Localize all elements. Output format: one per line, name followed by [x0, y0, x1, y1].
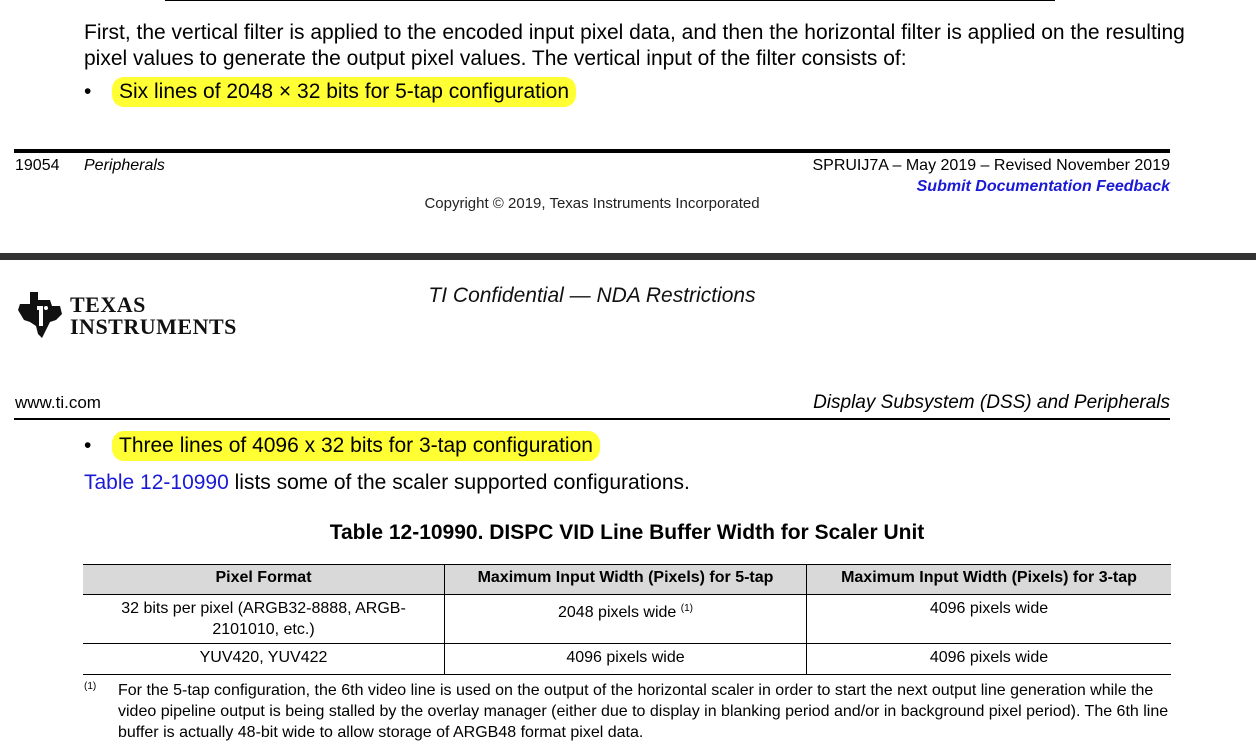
bullet-item-1: [0, 77, 1256, 107]
footer-section: Peripherals: [84, 157, 165, 174]
table-reference-text: lists some of the scaler supported configurations.: [228, 471, 690, 494]
table-cell: 4096 pixels wide: [807, 595, 1172, 644]
table-row: [83, 644, 1171, 675]
table-cell: 4096 pixels wide: [445, 644, 807, 675]
top-rule: [165, 0, 1055, 1]
table-caption: Table 12-10990. DISPC VID Line Buffer Width for Scaler Unit: [329, 521, 925, 544]
highlighted-text: Three lines of 4096 x 32 bits for 3-tap configuration: [112, 431, 600, 461]
page-number: 19054: [15, 157, 60, 174]
highlighted-text: Six lines of 2048 × 32 bits for 5-tap configuration: [112, 77, 576, 107]
table-cell: [445, 595, 807, 644]
footnote-mark: (1): [84, 681, 97, 692]
column-header: Maximum Input Width (Pixels) for 3-tap: [807, 565, 1172, 595]
chapter-title: Display Subsystem (DSS) and Peripherals: [813, 392, 1170, 413]
logo-line-2: INSTRUMENTS: [70, 314, 237, 339]
column-header: Pixel Format: [83, 565, 445, 595]
document-id: SPRUIJ7A – May 2019 – Revised November 2019: [812, 157, 1170, 174]
footnote-text: For the 5-tap configuration, the 6th video line is used on the output of the horizontal scaler in order to start the next output line generation while the video pipeline output is being stalled by the overlay manager (either due to display in blanking period and/or in background pixel period). The 6th line buffer is actually 48-bit wide to allow storage of ARGB48 format pixel data.: [118, 682, 1169, 741]
website-link[interactable]: www.ti.com: [15, 393, 101, 412]
feedback-link[interactable]: Submit Documentation Feedback: [916, 178, 1170, 195]
confidential-notice: TI Confidential — NDA Restrictions: [428, 284, 756, 307]
logo-line-1: TEXAS: [70, 292, 146, 317]
table-cell: YUV420, YUV422: [83, 644, 445, 675]
cell-value: 2048 pixels wide: [558, 604, 677, 621]
intro-paragraph: First, the vertical filter is applied to the encoded input pixel data, and then the horizontal filter is applied on the resulting pixel values to generate the output pixel values. The vertical input of the filter consists of:: [84, 21, 1185, 70]
table-header-row: [83, 565, 1171, 595]
bullet-item-2: [0, 431, 1256, 461]
table-reference-sentence: [84, 471, 690, 495]
bullet-symbol: •: [84, 434, 92, 457]
bullet-symbol: •: [84, 80, 92, 103]
table-reference-link[interactable]: Table 12-10990: [84, 471, 229, 494]
header-rule: [14, 418, 1170, 420]
table-cell: 4096 pixels wide: [807, 644, 1172, 675]
copyright: Copyright © 2019, Texas Instruments Incorporated: [424, 195, 760, 212]
column-header: Maximum Input Width (Pixels) for 5-tap: [445, 565, 807, 595]
line-buffer-table: [83, 564, 1171, 675]
table-cell: 32 bits per pixel (ARGB32-8888, ARGB-2101010, etc.): [83, 595, 445, 644]
footnote-reference[interactable]: (1): [680, 603, 693, 614]
footer-rule: [14, 149, 1170, 153]
page-separator: [0, 253, 1256, 260]
table-row: [83, 595, 1171, 644]
